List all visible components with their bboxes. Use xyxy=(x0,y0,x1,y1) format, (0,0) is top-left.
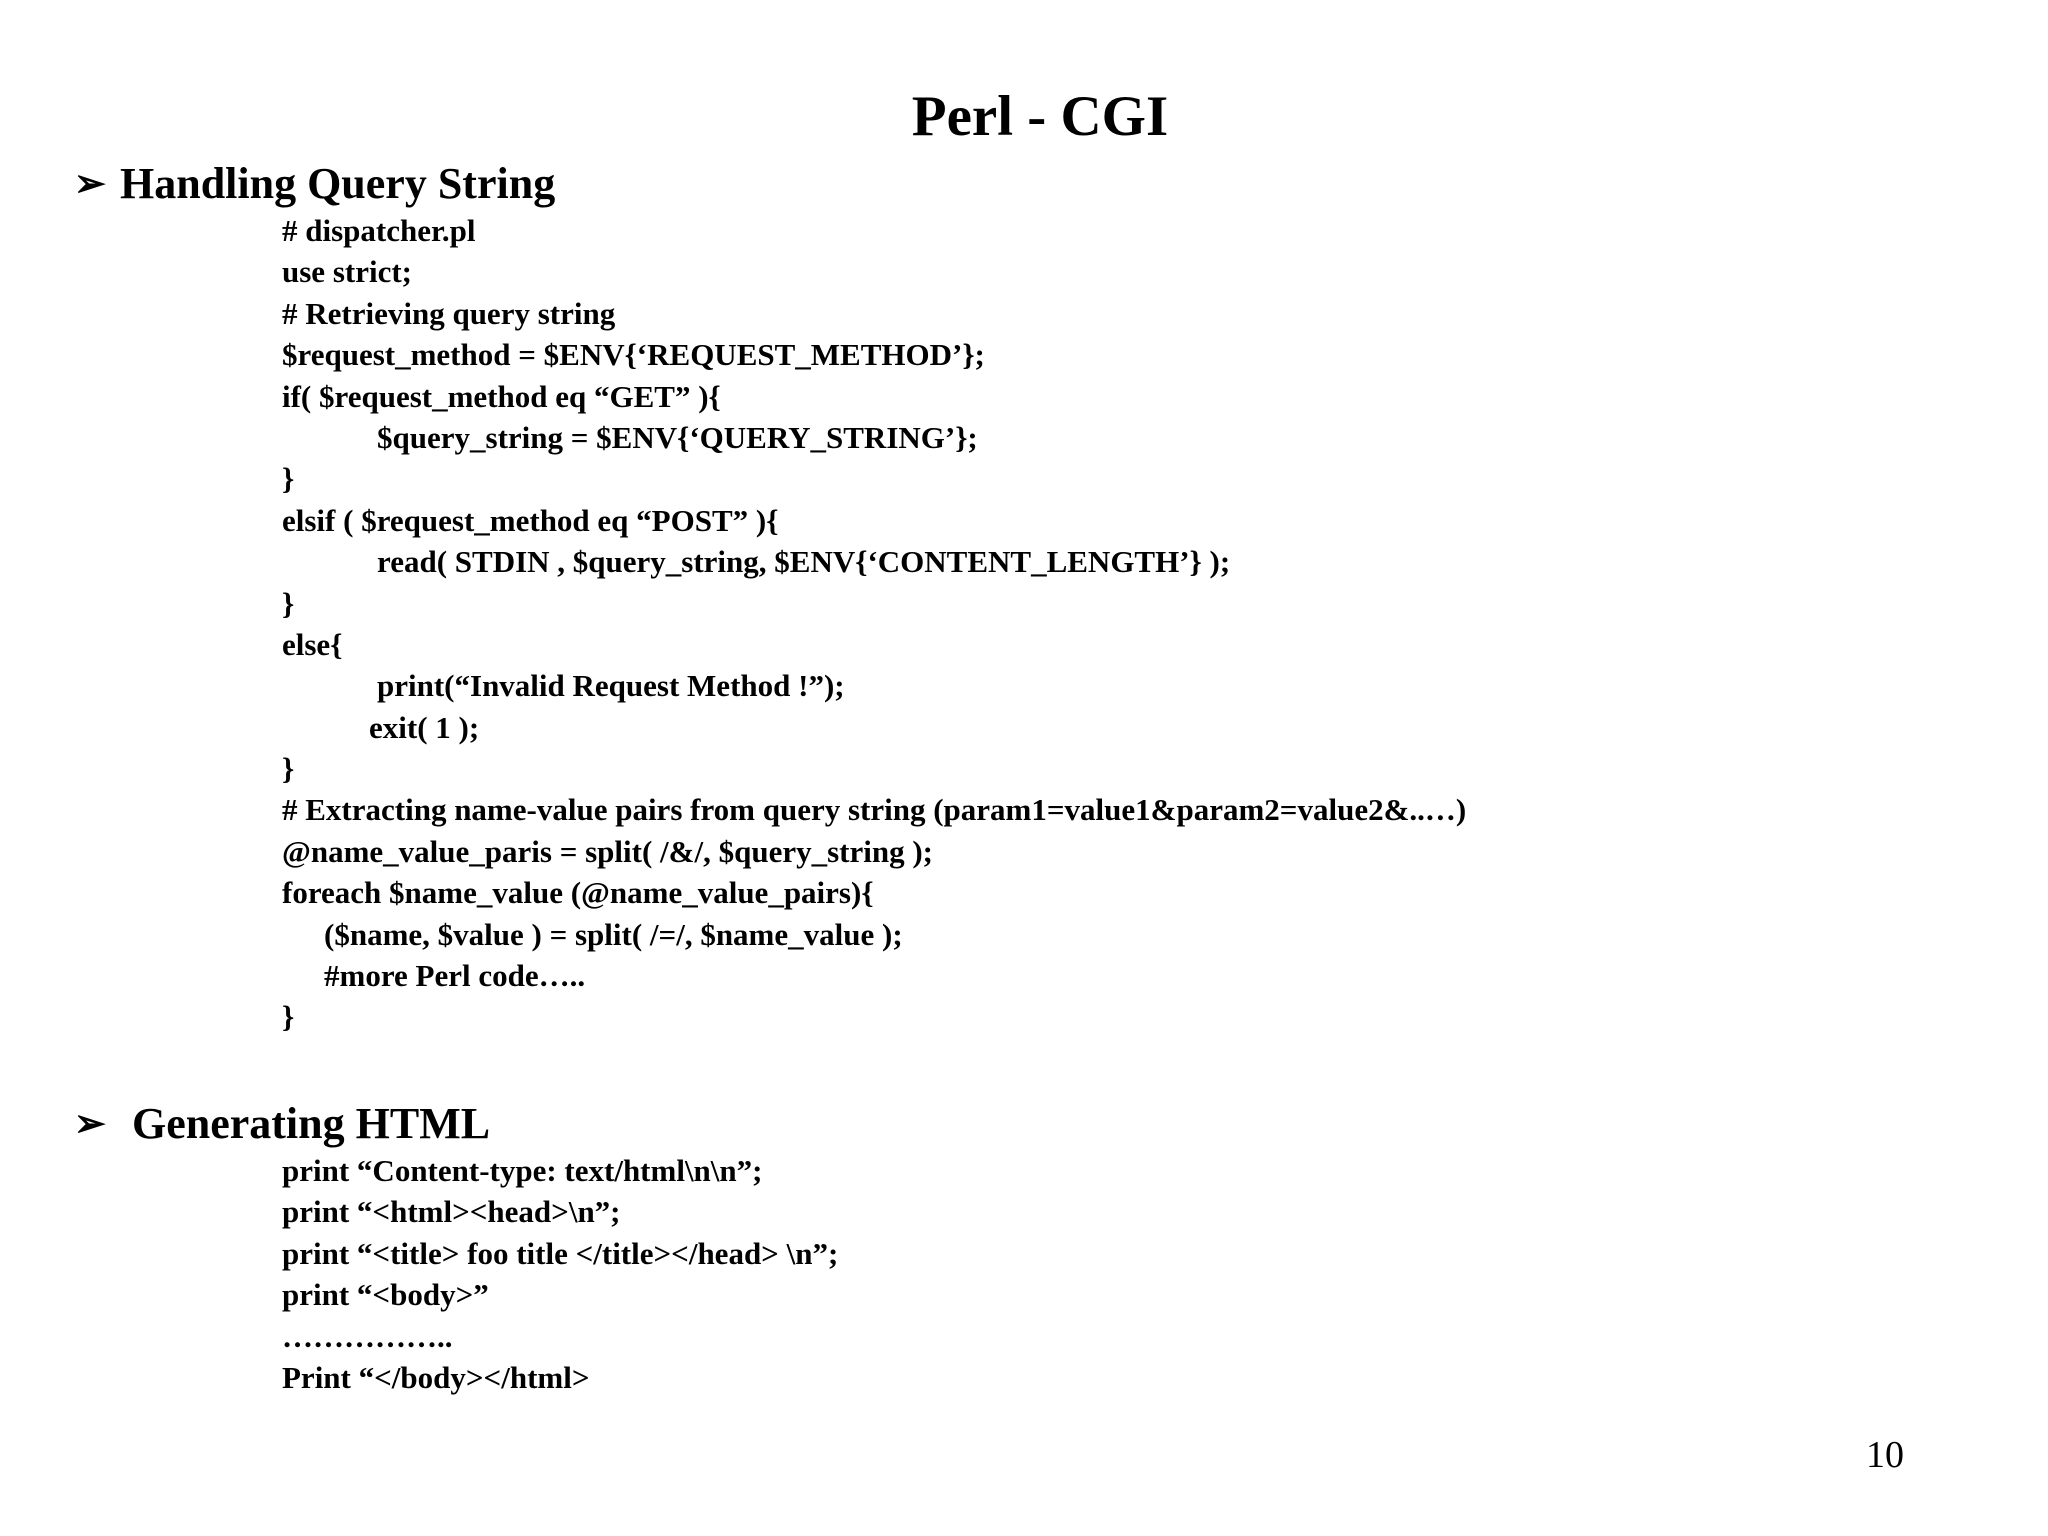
code-line: } xyxy=(282,461,295,497)
code-line: } xyxy=(282,999,295,1035)
code-block-query-string xyxy=(282,210,1466,1038)
code-line: use strict; xyxy=(282,254,412,290)
section-heading-text: Generating HTML xyxy=(132,1099,491,1148)
code-line: print “<body>” xyxy=(282,1277,489,1313)
code-line: print “Content-type: text/html\n\n”; xyxy=(282,1153,763,1188)
code-line: foreach $name_value (@name_value_pairs){ xyxy=(282,875,874,911)
code-line: #more Perl code….. xyxy=(324,958,586,994)
code-line: elsif ( $request_method eq “POST” ){ xyxy=(282,502,779,538)
code-line: read( STDIN , $query_string, $ENV{‘CONTENT_LENGTH’} ); xyxy=(377,544,1231,580)
code-line: } xyxy=(282,585,295,621)
section-heading-text: Handling Query String xyxy=(120,159,556,208)
code-line: # Extracting name-value pairs from query string (param1=value1&param2=value2&..…) xyxy=(282,792,1467,828)
arrow-bullet-icon: ➢ xyxy=(74,163,106,205)
code-line: exit( 1 ); xyxy=(369,709,480,745)
code-line: # Retrieving query string xyxy=(282,295,616,331)
code-line: } xyxy=(282,751,295,787)
section-heading-query-string xyxy=(74,157,555,211)
section-heading-generating-html xyxy=(74,1097,490,1151)
code-block-generating-html xyxy=(282,1150,838,1398)
code-line: $request_method = $ENV{‘REQUEST_METHOD’}; xyxy=(282,337,985,373)
code-line: @name_value_paris = split( /&/, $query_string ); xyxy=(282,833,933,869)
code-line: print(“Invalid Request Method !”); xyxy=(377,668,845,704)
code-line: Print “</body></html> xyxy=(282,1359,590,1395)
code-line: …………….. xyxy=(282,1318,453,1354)
code-line: if( $request_method eq “GET” ){ xyxy=(282,378,721,414)
slide-title: Perl - CGI xyxy=(911,85,1169,148)
arrow-bullet-icon: ➢ xyxy=(74,1103,106,1145)
code-line: print “<html><head>\n”; xyxy=(282,1194,621,1230)
code-line: # dispatcher.pl xyxy=(282,213,476,248)
page-number: 10 xyxy=(1866,1434,1904,1476)
code-line: ($name, $value ) = split( /=/, $name_value ); xyxy=(324,916,903,952)
code-line: else{ xyxy=(282,626,343,662)
code-line: $query_string = $ENV{‘QUERY_STRING’}; xyxy=(377,419,978,455)
code-line: print “<title> foo title </title></head> \n”; xyxy=(282,1235,839,1271)
